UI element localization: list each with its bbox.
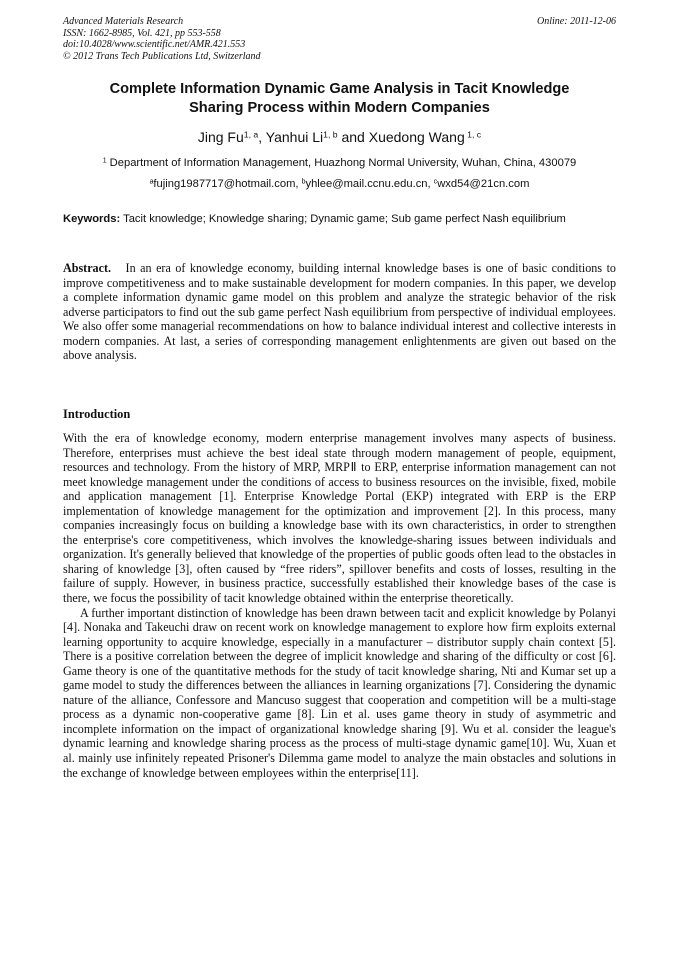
email-link[interactable]: fujing1987717@hotmail.com [153,178,296,190]
keywords-text: Tacit knowledge; Knowledge sharing; Dynamic game; Sub game perfect Nash equilibrium [120,213,566,225]
email-mark: a [149,178,154,186]
abstract-label: Abstract. [63,261,112,275]
introduction-body [63,431,616,780]
intro-paragraph-1: With the era of knowledge economy, modern enterprise management involves many aspects of business. Therefore, enterprises must achieve the best ideal state through modern management of people, equipment, resources and technology. From the history of MRP, MRPⅡ to ERP, enterprise information management can not meet knowledge management under the conditions of access to business resources on the invisible, fixed, mobile and application management [1]. Enterprise Knowledge Portal (EKP) integrated with ERP is the ERP implementation of knowledge management for the optimization and improvement [2]. In this process, many companies increasingly focus on building a knowledge base with its own characteristics, in order to strengthen the enterprise's core competitiveness, which involves the knowledge-sharing issues between individuals and organization. It's generally believed that knowledge of the properties of public goods often lead to the obstacles in sharing of knowledge [3], often caused by “free riders”, spillover benefits and costs of losses, resulting in the failure of supply. However, in business practice, successfully established their knowledge bases of the case is there, we focus the possibility of tacit knowledge obtained within the enterprise theoretically. [63,431,616,606]
email-mark: c [433,178,438,186]
author-affil-mark: 1, c [464,129,482,140]
title-line-2: Sharing Process within Modern Companies [189,100,490,116]
author-separator: and [337,129,369,145]
email-separator: , [427,178,434,190]
author-name: Xuedong Wang [368,129,465,145]
email-mark: b [301,178,306,186]
introduction-heading: Introduction [63,407,131,421]
author-separator: , [258,129,266,145]
journal-header [63,16,616,62]
paper-title [63,80,616,118]
keywords-section [63,212,616,227]
email-separator: , [295,178,302,190]
email-list [63,177,616,191]
author-name: Jing Fu [197,129,244,145]
abstract-section [63,261,616,363]
author-list [63,128,616,146]
affiliation [63,156,616,170]
author-affil-mark: 1, a [243,129,259,140]
intro-paragraph-2: A further important distinction of knowledge has been drawn between tacit and explicit knowledge by Polanyi [4]. Nonaka and Takeuchi draw on recent work on knowledge management to explore how firm exploits external learning opportunity to acquire knowledge, especially in a manufacturer – distributor supply chain context [5]. There is a positive correlation between the degree of implicit knowledge and sharing of the difficulty or cost [6]. Game theory is one of the quantitative methods for the study of tacit knowledge sharing, Nti and Kumar set up a game model to study the differences between the alliances in learning organizations [7]. Considering the dynamic nature of the alliance, Confessore and Mancuso suggest that cooperation and competition will be a multi-stage process as a dynamic non-cooperative game [8]. Lin et al. uses game theory in study of asymmetric and incomplete information on the impact of organizational knowledge sharing [9]. Wu et al. consider the league's dynamic learning and knowledge sharing process as the process of multi-stage dynamic game[10]. Wu, Xuan et al. mainly use infinitely repeated Prisoner's Dilemma game model to analyze the main obstacles and solutions in the exchange of knowledge between employees within the enterprise[11]. [63,605,616,780]
affiliation-text: Department of Information Management, Huazhong Normal University, Wuhan, China, 430079 [106,157,577,169]
email-link[interactable]: yhlee@mail.ccnu.edu.cn [305,178,428,190]
title-line-1: Complete Information Dynamic Game Analysis in Tacit Knowledge [109,81,570,97]
author-name: Yanhui Li [265,129,324,145]
journal-name: Advanced Materials Research [63,16,184,27]
keywords-label: Keywords: [63,213,121,225]
abstract-text: In an era of knowledge economy, building internal knowledge bases is one of basic conditions to improve competitiveness and to make sustainable development for modern companies. In this paper, we develop a complete information dynamic game model on this problem and analyze the strategic behavior of the risk adverse participators to find out the sub game perfect Nash equilibrium from perspective of individual employees. We also offer some managerial recommendations on how to balance individual interest and collective interests in modern companies. At last, a series of corresponding management enlightenments are given out based on the above analysis. [63,261,616,363]
affiliation-mark: 1 [102,157,107,165]
issn-line: ISSN: 1662-8985, Vol. 421, pp 553-558 [63,27,221,39]
copyright-line: © 2012 Trans Tech Publications Ltd, Switzerland [63,50,261,62]
author-affil-mark: 1, b [323,129,338,140]
email-link[interactable]: wxd54@21cn.com [437,178,530,190]
online-date: Online: 2011-12-06 [537,16,616,27]
doi-line: doi:10.4028/www.scientific.net/AMR.421.553 [63,39,246,50]
